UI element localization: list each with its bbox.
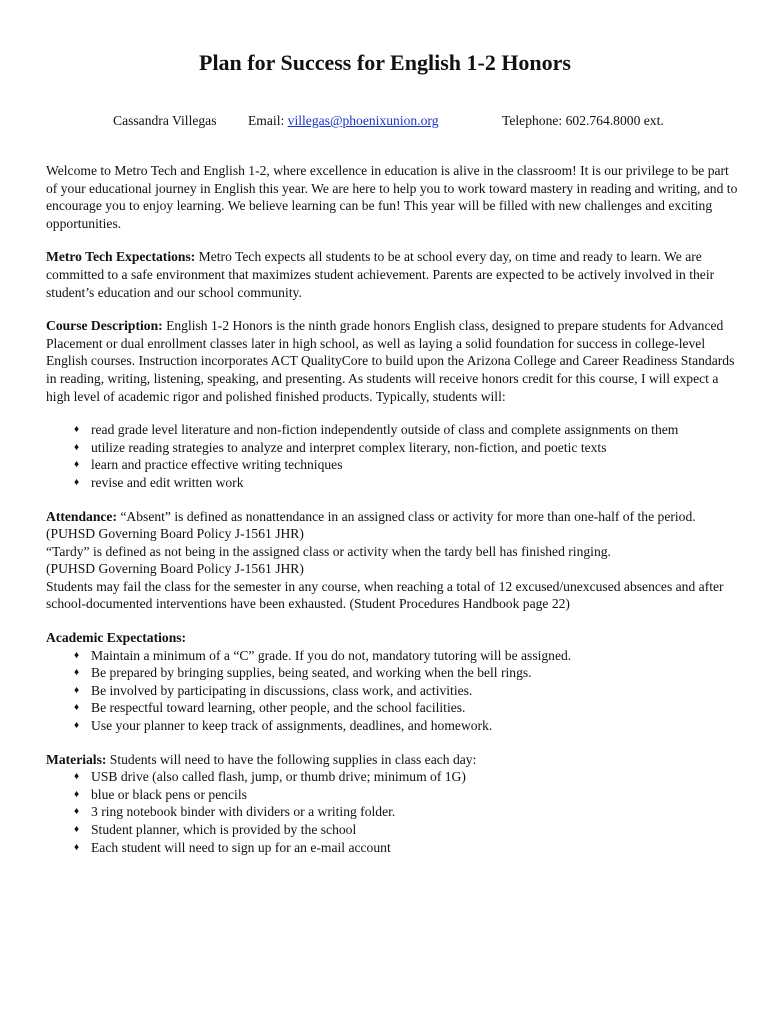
diamond-bullet-icon: ♦ [74,841,80,853]
materials-heading: Materials: [46,751,107,767]
expectations-paragraph [46,248,740,301]
diamond-bullet-icon: ♦ [74,459,80,471]
diamond-bullet-icon: ♦ [74,476,80,488]
document-body [46,162,740,856]
list-item: ♦ Maintain a minimum of a “C” grade. If you do not, mandatory tutoring will be assigned. [74,647,572,663]
course-bullet-list [46,421,740,491]
diamond-bullet-icon: ♦ [74,424,80,436]
list-item: ♦ blue or black pens or pencils [74,786,247,802]
diamond-bullet-icon: ♦ [74,824,80,835]
diamond-bullet-icon: ♦ [74,788,80,800]
list-item: ♦ learn and practice effective writing techniques [74,457,343,473]
academic-heading: Academic Expectations: [46,630,187,646]
diamond-bullet-icon: ♦ [74,441,80,453]
list-item: ♦ utilize reading strategies to analyze and interpret complex literary, non-fiction, and poetic texts [74,439,607,455]
materials-intro [46,751,740,769]
attendance-heading: Attendance: [46,508,117,524]
teacher-name: Cassandra Villegas [113,113,217,128]
list-item: ♦ Be respectful toward learning, other people, and the school facilities. [74,700,466,716]
materials-text: Students will need to have the following supplies in class each day: [106,751,477,767]
attendance-section [46,508,740,614]
diamond-bullet-icon: ♦ [74,771,80,783]
materials-bullet-list [46,768,740,856]
diamond-bullet-icon: ♦ [74,806,80,818]
academic-bullet-list [46,647,740,735]
email-block [248,112,439,130]
telephone: Telephone: 602.764.8000 ext. [502,113,664,128]
diamond-bullet-icon: ♦ [74,649,80,661]
list-item: ♦ Be involved by participating in discussions, class work, and activities. [74,682,473,698]
course-text: English 1-2 Honors is the ninth grade honors English class, designed to prepare students for Advanced Placement or dual enrollment classes later in high school, as well as laying a solid foundation for success in college-level English courses. Instruction incorporates ACT QualityCore to build upon the Arizona College and Career Readiness Standards in reading, writing, listening, speaking, and presenting. As students will receive honors credit for this course, I will expect a high level of academic rigor and polished finished products. Typically, students will: [46,318,735,404]
course-heading: Course Description: [46,318,163,334]
diamond-bullet-icon: ♦ [74,702,80,714]
list-item: ♦ USB drive (also called flash, jump, or thumb drive; minimum of 1G) [74,769,466,785]
attendance-policy-text: (PUHSD Governing Board Policy J-1561 JHR) [46,561,304,577]
list-item: ♦ Each student will need to sign up for an e-mail account [74,839,391,855]
welcome-paragraph: Welcome to Metro Tech and English 1-2, where excellence in education is alive in the classroom! It is our privilege to be part of your educational journey in English this year. We are here to help you to work toward mastery in reading and writing, and to encourage you to enjoy learning. We believe learning can be fun! This year will be filled with new challenges and exciting opportunities. [46,163,738,231]
attendance-fail-text: Students may fail the class for the semester in any course, when reaching a total of 12 excused/unexcused absences and after school-documented interventions have been exhausted. (Student Procedures Handbook page 22) [46,578,724,612]
diamond-bullet-icon: ♦ [74,667,80,679]
course-paragraph [46,317,740,405]
diamond-bullet-icon: ♦ [74,720,80,732]
attendance-tardy-text: “Tardy” is defined as not being in the assigned class or activity when the tardy bell has finished ringing. [46,543,611,559]
email-link[interactable]: villegas@phoenixunion.org [287,113,439,128]
page-title: Plan for Success for English 1-2 Honors [199,50,571,75]
list-item: ♦ revise and edit written work [74,474,244,490]
list-item: ♦ read grade level literature and non-fiction independently outside of class and complete assignments on them [74,422,679,438]
list-item: ♦ 3 ring notebook binder with dividers or a writing folder. [74,804,396,820]
expectations-heading: Metro Tech Expectations: [46,249,196,265]
expectations-text: Metro Tech expects all students to be at school every day, on time and ready to learn. We are committed to a safe environment that maximizes student achievement. Parents are expected to be actively involved in their student’s education and our school community. [46,249,715,300]
list-item: ♦ Be prepared by bringing supplies, being seated, and working when the bell rings. [74,665,532,681]
list-item: ♦ Student planner, which is provided by the school [74,822,357,837]
email-label: Email: [248,113,285,128]
diamond-bullet-icon: ♦ [74,684,80,696]
list-item: ♦ Use your planner to keep track of assignments, deadlines, and homework. [74,718,493,734]
attendance-absent-text: “Absent” is defined as nonattendance in an assigned class or activity for more than one-half of the period. (PUHSD Governing Board Policy J-1561 JHR) [46,508,696,542]
